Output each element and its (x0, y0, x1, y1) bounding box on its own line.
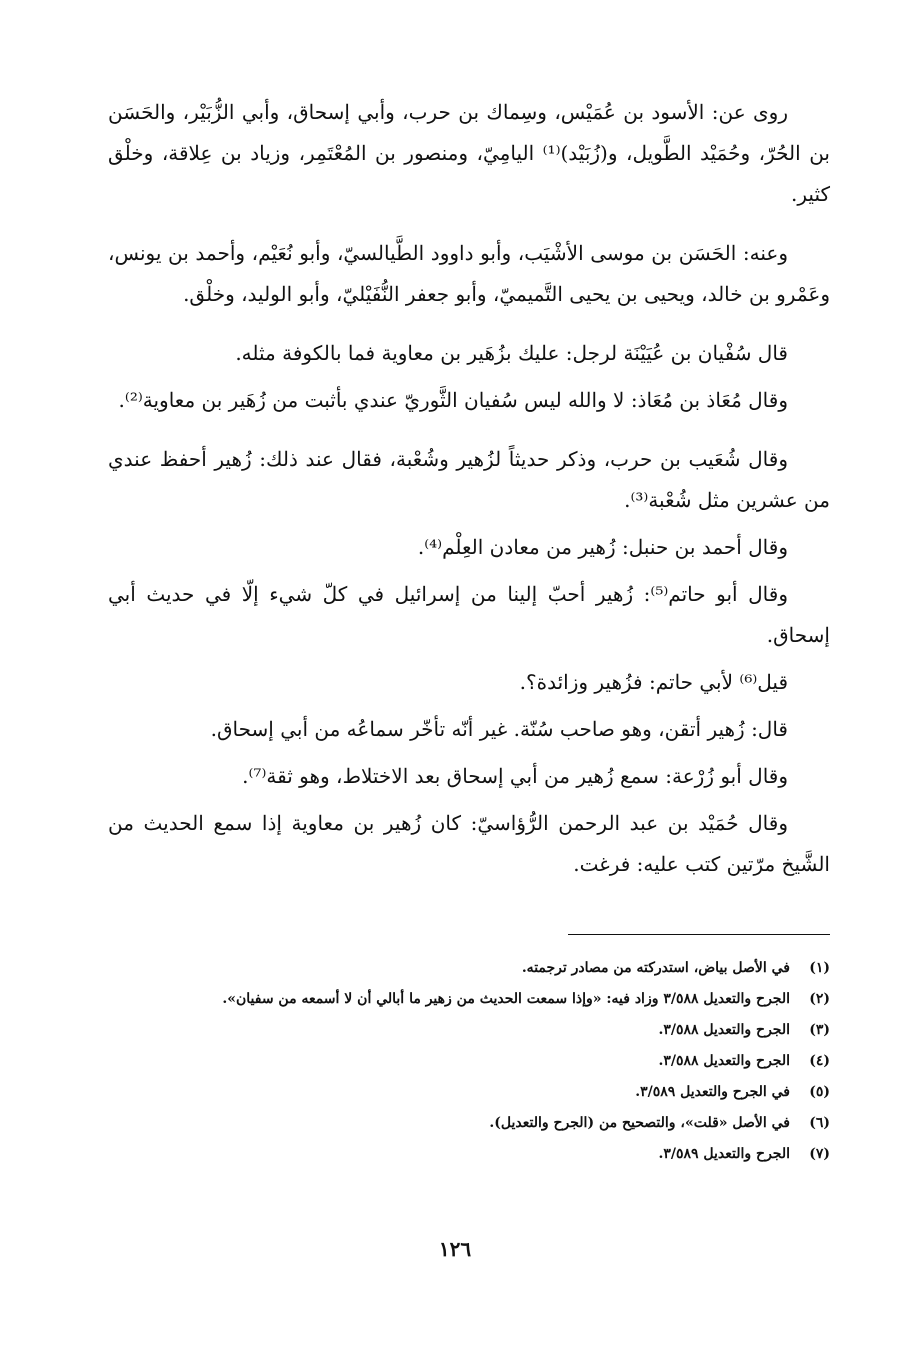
paragraph-humayd: وقال حُمَيْد بن عبد الرحمن الرُّؤاسيّ: كان زُهير بن معاوية إذا سمع الحديث من الشَّيخ مرّتين كتب عليه: فرغت. (108, 811, 830, 876)
paragraph-question: قيل⁽⁶⁾ لأبي حاتم: فزُهير وزائدة؟. (519, 670, 788, 694)
paragraph-sufyan: قال سُفْيان بن عُيَيْنَة لرجل: عليك بزُهَير بن معاوية فما بالكوفة مثله. (235, 341, 788, 365)
paragraph-ahmad: وقال أحمد بن حنبل: زُهير من معادن العِلْم⁽⁴⁾. (417, 535, 788, 559)
footnote-text: الجرح والتعديل ٣/٥٨٨. (658, 1053, 790, 1069)
footnote (108, 1113, 830, 1134)
footnote-number: (٣) (809, 1022, 830, 1038)
footnote (108, 958, 830, 979)
footnote (108, 1082, 830, 1103)
footnote-number: (٥) (809, 1084, 830, 1100)
footnote-text: في الجرح والتعديل ٣/٥٨٩. (635, 1084, 790, 1100)
footnote-number: (٢) (809, 991, 830, 1007)
footnote-text: الجرح والتعديل ٣/٥٨٨. (658, 1022, 790, 1038)
footnote-number: (٧) (809, 1146, 830, 1162)
paragraph-narrators: وعنه: الحَسَن بن موسى الأشْيَب، وأبو داوود الطَّيالسيّ، وأبو نُعَيْم، وأحمد بن يونس، وعَمْرو بن خالد، ويحيى بن يحيى التَّميميّ، وأبو جعفر النُّفَيْليّ، وأبو الوليد، وخلْق. (108, 241, 830, 306)
footnote (108, 1051, 830, 1072)
footnote-number: (١) (809, 960, 830, 976)
paragraph-answer: قال: زُهير أتقن، وهو صاحب سُنّة. غير أنّه تأخّر سماعُه من أبي إسحاق. (210, 717, 788, 741)
footnote-text: الجرح والتعديل ٣/٥٨٨ وزاد فيه: «وإذا سمعت الحديث من زهير ما أبالي أن لا أسمعه من سفيان». (222, 991, 790, 1007)
paragraph-abu-hatim: وقال أبو حاتم⁽⁵⁾: زُهير أحبّ إلينا من إسرائيل في كلّ شيء إلّا في حديث أبي إسحاق. (108, 582, 830, 647)
footnote-text: الجرح والتعديل ٣/٥٨٩. (658, 1146, 790, 1162)
footnote-text: في الأصل بياض، استدركته من مصادر ترجمته. (521, 960, 790, 976)
paragraph-abu-zura: وقال أبو زُرْعة: سمع زُهير من أبي إسحاق بعد الاختلاط، وهو ثقة⁽⁷⁾. (242, 764, 788, 788)
paragraph-muadh: وقال مُعَاذ بن مُعَاذ: لا والله ليس سُفيان الثَّوريّ عندي بأثبت من زُهَير بن معاوية⁽²⁾. (118, 388, 788, 412)
paragraph-shuayb: وقال شُعَيب بن حرب، وذكر حديثاً لزُهير وشُعْبة، فقال عند ذلك: زُهير أحفظ عندي من عشرين مثل شُعْبة⁽³⁾. (108, 447, 830, 512)
footnote-number: (٦) (809, 1115, 830, 1131)
page-number: ١٢٦ (438, 1237, 472, 1261)
footnote-divider (568, 934, 830, 935)
paragraph-narrated-from: روى عن: الأسود بن عُمَيْس، وسِماك بن حرب، وأبي إسحاق، وأبي الزُّبَيْر، والحَسَن بن الحُرّ، وحُمَيْد الطَّويل، و(زُبَيْد)⁽¹⁾ اليامِيّ، ومنصور بن المُعْتَمِر، وزياد بن عِلاقة، وخلْق كثير. (108, 100, 830, 206)
footnote (108, 1020, 830, 1041)
footnote (108, 1144, 830, 1165)
footnote-number: (٤) (809, 1053, 830, 1069)
footnote-text: في الأصل «قلت»، والتصحيح من (الجرح والتعديل). (489, 1115, 790, 1131)
footnote (108, 989, 830, 1010)
main-text (108, 92, 830, 885)
footnotes (108, 958, 830, 1175)
